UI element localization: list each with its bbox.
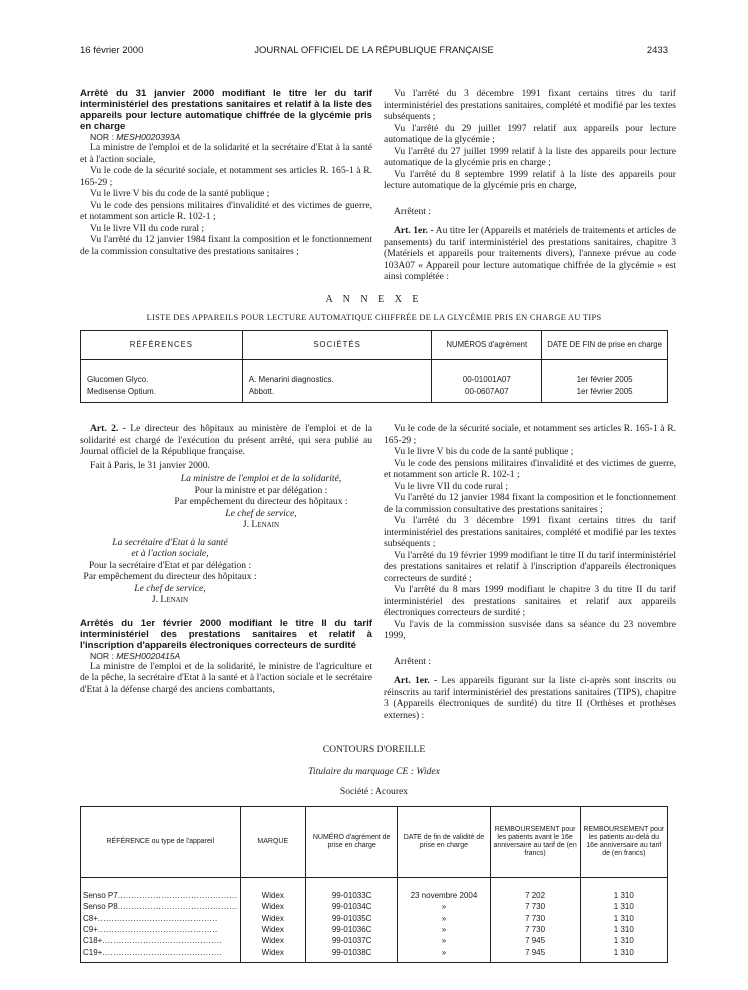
arrete1-title: Arrêté du 31 janvier 2000 modifiant le titre Ier du tarif interministériel des prestations sanitaires et relatif à la liste des appareils pour lecture automatique chiffrée de la glycémie pris en charge [80, 88, 372, 133]
cell-numero: 99-01037C [306, 936, 398, 947]
reference-label: Senso P8 [83, 902, 118, 912]
cell-remb-apres: 1 310 [580, 947, 667, 963]
cell-marque: Widex [240, 924, 306, 935]
cell-numero: 99-01035C [306, 913, 398, 924]
visa-paragraph: Vu l'arrêté du 29 juillet 1997 relatif aux appareils pour lecture automatique de la glycémie ; [384, 122, 676, 145]
signature-block-ministre [80, 473, 372, 531]
column-header: REMBOURSEMENT pour les patients avant le 16e anniversaire au tarif de (en francs) [490, 807, 580, 878]
visa-paragraph: Vu le livre VII du code rural ; [90, 222, 205, 234]
article-label: Art. 2. - [90, 423, 126, 434]
cell-reference: C9+............................................ [81, 924, 241, 935]
cell-remb-avant: 7 730 [490, 901, 580, 912]
cell-societe: Abbott. [242, 386, 432, 403]
cell-remb-avant: 7 730 [490, 913, 580, 924]
table-row [81, 386, 668, 403]
reference-label: C19+ [83, 947, 103, 957]
signature-line: Le chef de service, [225, 507, 297, 519]
cell-date: » [398, 901, 490, 912]
cell-date: 1er février 2005 [542, 386, 668, 403]
cell-date: » [398, 936, 490, 947]
article-1 [384, 675, 676, 721]
visa-paragraph: Vu l'arrêté du 3 décembre 1991 fixant certains titres du tarif interministériel des prestations sanitaires, complété et modifié par les textes subséquents ; [384, 88, 676, 122]
arretent-heading: Arrêtent : [394, 205, 432, 217]
visa-paragraph: Vu l'arrêté du 27 juillet 1999 relatif à la liste des appareils pour lecture automatique de la glycémie pris en charge ; [384, 145, 676, 168]
reference-label: Senso P7 [83, 890, 118, 900]
header-date: 16 février 2000 [80, 45, 144, 56]
table-row [81, 947, 668, 963]
article-2 [80, 423, 372, 458]
reference-label: C9+ [83, 925, 98, 935]
table-row [81, 936, 668, 947]
cell-reference: C8+............................................ [81, 913, 241, 924]
spacer-row [81, 360, 668, 375]
annexe-title: A N N E X E [325, 294, 423, 305]
cell-numero: 99-01033C [306, 890, 398, 901]
arrete1-right-column [384, 88, 676, 283]
cell-reference: Glucomen Glyco. [81, 374, 243, 386]
cell-remb-avant: 7 202 [490, 890, 580, 901]
signature-line: Pour la secrétaire d'Etat et par délégation : [88, 559, 252, 571]
contours-table [80, 806, 668, 963]
table-row [81, 890, 668, 901]
column-header: MARQUE [240, 807, 306, 878]
column-header: DATE de fin de validité de prise en charge [398, 807, 490, 878]
arrete2-title: Arrêtés du 1er février 2000 modifiant le titre II du tarif interministériel des prestations sanitaires et relatif à l'inscription d'appareils électroniques correcteurs de surdité [80, 617, 372, 651]
cell-remb-apres: 1 310 [580, 901, 667, 912]
visa-paragraph: Vu l'avis de la commission susvisée dans sa séance du 23 novembre 1999, [384, 618, 676, 641]
visa-paragraph: Vu le livre VII du code rural ; [394, 480, 509, 492]
visa-paragraph: Vu l'arrêté du 8 mars 1999 modifiant le chapitre 3 du titre II du tarif interministériel des prestations sanitaires et relatif aux appareils électroniques correcteurs de surdité ; [384, 584, 676, 618]
article-label: Art. 1er. - [394, 225, 434, 236]
column-header: NUMÉRO d'agrément de prise en charge [306, 807, 398, 878]
table-row [81, 924, 668, 935]
cell-marque: Widex [240, 913, 306, 924]
signature-name: J. Lenain [242, 519, 280, 530]
cell-remb-avant: 7 730 [490, 924, 580, 935]
cell-date: 1er février 2005 [542, 374, 668, 386]
article-text: Au titre Ier (Appareils et matériels de traitements et articles de pansements) du tarif interministériel des prestations sanitaires, chapitre 3 (Matériels et appareils pour traitements divers), l'annexe prévue au code 103A07 « Appareil pour lecture automatique chiffrée de la glycémie » est ainsi complétée : [384, 225, 677, 282]
visa-paragraph: Vu le code de la sécurité sociale, et notamment ses articles R. 165-1 à R. 165-29 ; [384, 423, 676, 446]
article-1 [384, 225, 676, 283]
table-header-row [81, 331, 668, 360]
annexe-subtitle: LISTE DES APPAREILS POUR LECTURE AUTOMATIQUE CHIFFRÉE DE LA GLYCÉMIE PRIS EN CHARGE AU TIPS [146, 313, 602, 322]
visa-paragraph: Vu le code des pensions militaires d'invalidité et des victimes de guerre, et notamment son article R. 102-1 ; [80, 199, 372, 223]
cell-date: 23 novembre 2004 [398, 890, 490, 901]
cell-date: » [398, 913, 490, 924]
lower-left-column [80, 423, 372, 695]
table-header-row [81, 807, 668, 878]
lower-right-column [384, 423, 676, 721]
table-row [81, 374, 668, 386]
cell-date: » [398, 924, 490, 935]
cell-numero: 00-0607A07 [432, 386, 542, 403]
nor-code: MESH0020415A [116, 650, 181, 661]
nor-label: NOR : [90, 132, 114, 143]
cell-reference: Medisense Optium. [81, 386, 243, 403]
cell-remb-apres: 1 310 [580, 913, 667, 924]
visa-paragraph: Vu le livre V bis du code de la santé publique ; [90, 188, 270, 200]
header-journal: JOURNAL OFFICIEL DE LA RÉPUBLIQUE FRANÇAISE [254, 45, 494, 56]
annexe-table [80, 330, 668, 403]
visa-paragraph: Vu l'arrêté du 19 février 1999 modifiant le titre II du tarif interministériel des prestations sanitaires et relatif à l'inscription d'appareils électroniques correcteurs de surdité ; [384, 549, 676, 584]
column-header: NUMÉROS d'agrément [432, 331, 542, 360]
signature-line: Par empêchement du directeur des hôpitaux : [83, 571, 257, 582]
cell-marque: Widex [240, 890, 306, 901]
cell-societe: A. Menarini diagnostics. [242, 374, 432, 386]
fait-a-paris: Fait à Paris, le 31 janvier 2000. [90, 459, 210, 471]
cell-remb-avant: 7 945 [490, 947, 580, 963]
column-header: RÉFÉRENCES [81, 331, 243, 360]
visa-paragraph: Vu l'arrêté du 12 janvier 1984 fixant la composition et le fonctionnement de la commission consultative des prestations sanitaires ; [80, 234, 372, 257]
signature-line: Le chef de service, [134, 582, 206, 594]
column-header: DATE DE FIN de prise en charge [542, 331, 668, 360]
visa-paragraph: Vu l'arrêté du 3 décembre 1991 fixant certains titres du tarif interministériel des prestations sanitaires, complété et modifié par les textes subséquents ; [384, 515, 676, 549]
signature-block-secretaire [80, 537, 260, 606]
table-row [81, 913, 668, 924]
column-header: RÉFÉRENCE ou type de l'appareil [81, 807, 241, 878]
visa-paragraph: Vu l'arrêté du 12 janvier 1984 fixant la composition et le fonctionnement de la commission consultative des prestations sanitaires ; [384, 492, 676, 515]
cell-reference: Senso P7............................................ [81, 890, 241, 901]
cell-marque: Widex [240, 901, 306, 912]
column-header: REMBOURSEMENT pour les patients au-delà du 16e anniversaire au tarif de (en francs) [580, 807, 667, 878]
visa-paragraph: Vu le livre V bis du code de la santé publique ; [394, 446, 574, 457]
titulaire-line: Titulaire du marquage CE : Widex [308, 766, 440, 777]
arrete1-left-column [80, 88, 372, 257]
signature-line: Pour la ministre et par délégation : [194, 484, 328, 496]
societe-line: Société : Acourex [339, 786, 409, 797]
cell-remb-apres: 1 310 [580, 924, 667, 935]
cell-reference: C19+............................................ [81, 947, 241, 963]
cell-remb-avant: 7 945 [490, 936, 580, 947]
reference-label: C18+ [83, 936, 103, 946]
cell-numero: 00-01001A07 [432, 374, 542, 386]
column-header: SOCIÉTÉS [242, 331, 432, 360]
signature-name: J. Lenain [151, 594, 189, 605]
signature-line: La secrétaire d'Etat à la santé [112, 536, 228, 548]
cell-reference: C18+............................................ [81, 936, 241, 947]
cell-reference: Senso P8............................................ [81, 901, 241, 912]
nor-code: MESH0020393A [116, 132, 181, 143]
article-text: Les appareils figurant sur la liste ci-après sont inscrits ou réinscrits au tarif interministériel des prestations sanitaires (TIPS), chapitre 3 (Appareils électroniques de surdité) du titre II (Orthèses et prothèses externes) : [384, 675, 676, 721]
visa-paragraph: La ministre de l'emploi et de la solidarité et la secrétaire d'Etat à la santé et à l'action sociale, [80, 142, 372, 165]
cell-numero: 99-01034C [306, 901, 398, 912]
table-row [81, 901, 668, 912]
intro-paragraph: La ministre de l'emploi et de la solidarité, le ministre de l'agriculture et de la pêche, la secrétaire d'Etat à la santé et à l'action sociale et le secrétaire d'Etat à la défense chargé des anciens combattants, [80, 660, 372, 695]
cell-date: » [398, 947, 490, 963]
contours-title: CONTOURS D'OREILLE [322, 744, 426, 755]
visa-paragraph: Vu le code de la sécurité sociale, et notamment ses articles R. 165-1 à R. 165-29 ; [80, 165, 372, 188]
visa-paragraph: Vu le code des pensions militaires d'invalidité et des victimes de guerre, et notamment son article R. 102-1 ; [384, 457, 676, 480]
reference-label: C8+ [83, 913, 98, 923]
arrete2-nor [80, 651, 372, 661]
arrete1-nor [80, 132, 372, 142]
cell-remb-apres: 1 310 [580, 890, 667, 901]
signature-line: et à l'action sociale, [131, 548, 209, 559]
arretent-heading: Arrêtent : [394, 655, 432, 667]
article-text: Le directeur des hôpitaux au ministère de l'emploi et de la solidarité est chargé de l'exécution du présent arrêté, qui sera publié au Journal officiel de la République française. [80, 423, 373, 457]
cell-numero: 99-01038C [306, 947, 398, 963]
signature-line: Par empêchement du directeur des hôpitaux : [174, 496, 348, 507]
article-label: Art. 1er. - [394, 675, 438, 686]
spacer-row [81, 878, 668, 891]
cell-remb-apres: 1 310 [580, 936, 667, 947]
cell-numero: 99-01036C [306, 924, 398, 935]
nor-label: NOR : [90, 650, 114, 661]
visa-paragraph: Vu l'arrêté du 8 septembre 1999 relatif à la liste des appareils pour lecture automatique de la glycémie pris en charge, [384, 168, 676, 191]
cell-marque: Widex [240, 947, 306, 963]
header-page-number: 2433 [646, 45, 668, 56]
cell-marque: Widex [240, 936, 306, 947]
signature-line: La ministre de l'emploi et de la solidarité, [180, 473, 342, 484]
